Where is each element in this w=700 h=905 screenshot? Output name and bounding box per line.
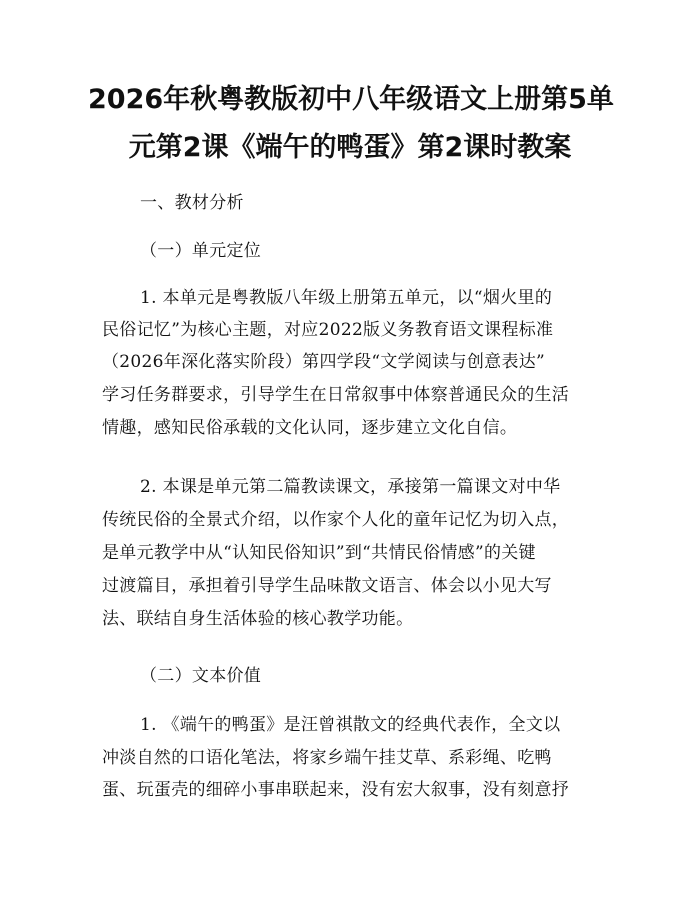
document-title-line-2: 元第2课《端午的鸭蛋》第2课时教案 <box>128 132 572 163</box>
paragraph-1-line: （2026年深化落实阶段）第四学段“文学阅读与创意表达” <box>102 352 546 372</box>
paragraph-2-line: 2. 本课是单元第二篇教读课文，承接第一篇课文对中华 <box>140 477 561 497</box>
paragraph-1-line: 1. 本单元是粤教版八年级上册第五单元，以“烟火里的 <box>140 288 553 308</box>
paragraph-2-line: 是单元教学中从“认知民俗知识”到“共情民俗情感”的关键 <box>102 543 536 563</box>
subsection-heading-text-value: （二）文本价值 <box>140 666 262 686</box>
paragraph-1-line: 情趣，感知民俗承载的文化认同，逐步建立文化自信。 <box>102 418 518 438</box>
paragraph-1-line: 民俗记忆”为核心主题，对应2022版义务教育语文课程标准 <box>102 320 554 340</box>
subsection-heading-unit-positioning: （一）单元定位 <box>140 241 262 261</box>
document-title-line-1: 2026年秋粤教版初中八年级语文上册第5单 <box>88 84 614 115</box>
section-heading-textbook-analysis: 一、教材分析 <box>140 193 244 213</box>
paragraph-3-line: 蛋、玩蛋壳的细碎小事串联起来，没有宏大叙事，没有刻意抒 <box>102 780 570 800</box>
paragraph-1-line: 学习任务群要求，引导学生在日常叙事中体察普通民众的生活 <box>102 385 570 405</box>
paragraph-2-line: 传统民俗的全景式介绍，以作家个人化的童年记忆为切入点， <box>102 510 570 530</box>
paragraph-2-line: 法、联结自身生活体验的核心教学功能。 <box>102 609 414 629</box>
paragraph-3-line: 冲淡自然的口语化笔法，将家乡端午挂艾草、系彩绳、吃鸭 <box>102 748 552 768</box>
paragraph-3-line: 1. 《端午的鸭蛋》是汪曾祺散文的经典代表作，全文以 <box>140 715 561 735</box>
paragraph-2-line: 过渡篇目，承担着引导学生品味散文语言、体会以小见大写 <box>102 576 552 596</box>
